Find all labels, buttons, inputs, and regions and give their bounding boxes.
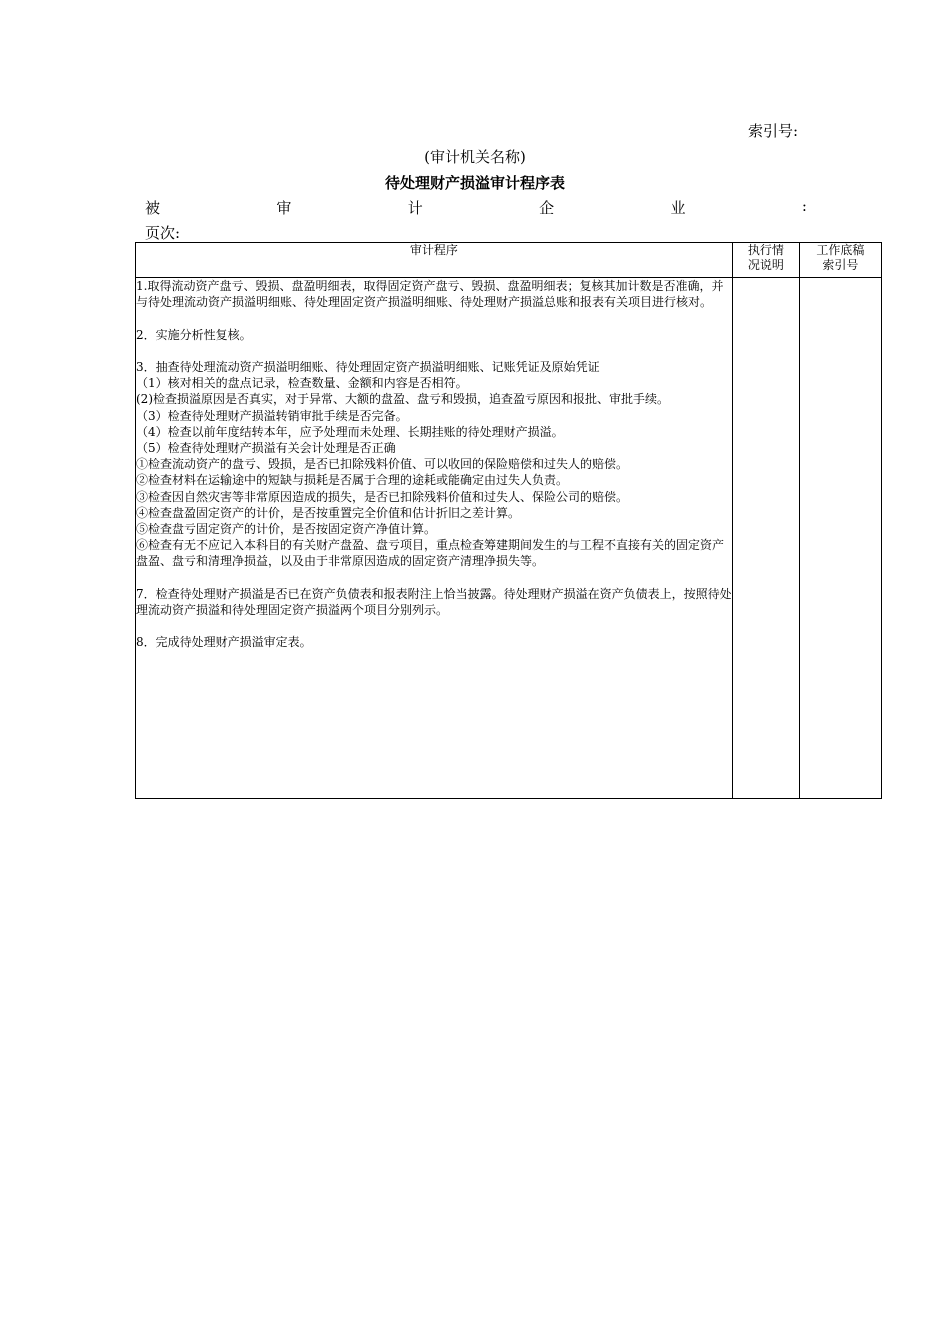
audited-char: 审 — [276, 199, 292, 217]
audited-char: 业 — [670, 199, 686, 217]
header-execution-notes — [732, 243, 799, 278]
paragraph-gap — [136, 343, 732, 359]
procedure-step: （1）核对相关的盘点记录，检查数量、金额和内容是否相符。 — [136, 376, 468, 391]
procedure-step: （5）检查待处理财产损溢有关会计处理是否正确 — [136, 441, 396, 455]
header-execution-line: 执行情 — [747, 243, 784, 257]
paragraph-gap — [136, 310, 732, 326]
audited-char: 被 — [145, 199, 161, 217]
procedure-step: (2)检查损溢原因是否真实，对于异常、大额的盘盈、盘亏和毁损，追查盈亏原因和报批、审批手续。 — [136, 392, 670, 407]
header-workpaper-line: 工作底稿 — [816, 243, 865, 257]
procedure-step: ②检查材料在运输途中的短缺与损耗是否属于合理的途耗或能确定由过失人负责。 — [136, 473, 569, 488]
procedure-step: ③检查因自然灾害等非常原因造成的损失，是否已扣除残料价值和过失人、保险公司的赔偿。 — [136, 489, 629, 504]
procedure-step: ①检查流动资产的盘亏、毁损，是否已扣除残料价值、可以收回的保险赔偿和过失人的赔偿。 — [136, 457, 629, 472]
paragraph-gap — [136, 618, 732, 634]
procedure-step: （4）检查以前年度结转本年，应予处理而未处理、长期挂账的待处理财产损溢。 — [136, 424, 564, 439]
page-number-label: 页次: — [145, 224, 181, 242]
procedure-step: 2．实施分析性复核。 — [136, 327, 252, 342]
execution-notes-cell — [732, 278, 799, 799]
procedure-step: 1.取得流动资产盘亏、毁损、盘盈明细表，取得固定资产盘亏、毁损、盘盈明细表；复核其加计数是否准确，并与待处理流动资产损溢明细账、待处理固定资产损溢明细账、待处理财产损溢总账和报表有关项目进行核对。 — [136, 279, 724, 310]
procedure-step: 8．完成待处理财产损溢审定表。 — [136, 635, 312, 650]
table-body-row — [136, 278, 882, 799]
audited-char: 企 — [539, 199, 555, 217]
header-workpaper-index — [799, 243, 881, 278]
header-workpaper-line: 索引号 — [822, 258, 859, 272]
header-execution-line: 况说明 — [747, 258, 784, 272]
procedure-step: ⑤检查盘亏固定资产的计价，是否按固定资产净值计算。 — [136, 522, 437, 537]
audited-entity-label — [145, 197, 807, 218]
procedure-lines — [136, 278, 732, 651]
table-header-row — [136, 243, 882, 278]
procedure-step: 3．抽查待处理流动资产损溢明细账、待处理固定资产损溢明细账、记账凭证及原始凭证 — [136, 359, 600, 374]
audit-program-table — [135, 242, 882, 799]
header-procedure: 审计程序 — [136, 243, 733, 278]
document-title: 待处理财产损溢审计程序表 — [384, 174, 565, 192]
procedure-step: ④检查盘盈固定资产的计价，是否按重置完全价值和估计折旧之差计算。 — [136, 505, 521, 520]
audited-char: : — [801, 197, 807, 215]
index-number-label: 索引号: — [748, 122, 799, 140]
paragraph-gap — [136, 570, 732, 586]
procedure-cell — [136, 278, 733, 799]
audited-char: 计 — [407, 199, 423, 217]
procedure-step: 7．检查待处理财产损溢是否已在资产负债表和报表附注上恰当披露。待处理财产损溢在资产负债表上，按照待处理流动资产损溢和待处理固定资产损溢两个项目分别列示。 — [136, 586, 732, 618]
procedure-step: （3）检查待处理财产损溢转销审批手续是否完备。 — [136, 408, 408, 423]
procedure-step: ⑥检查有无不应记入本科目的有关财产盘盈、盘亏项目，重点检查筹建期间发生的与工程不直接有关的固定资产盘盈、盘亏和清理净损益，以及由于非常原因造成的固定资产清理净损失等。 — [136, 538, 725, 569]
audit-agency-name: (审计机关名称) — [424, 148, 526, 166]
workpaper-index-cell — [799, 278, 881, 799]
